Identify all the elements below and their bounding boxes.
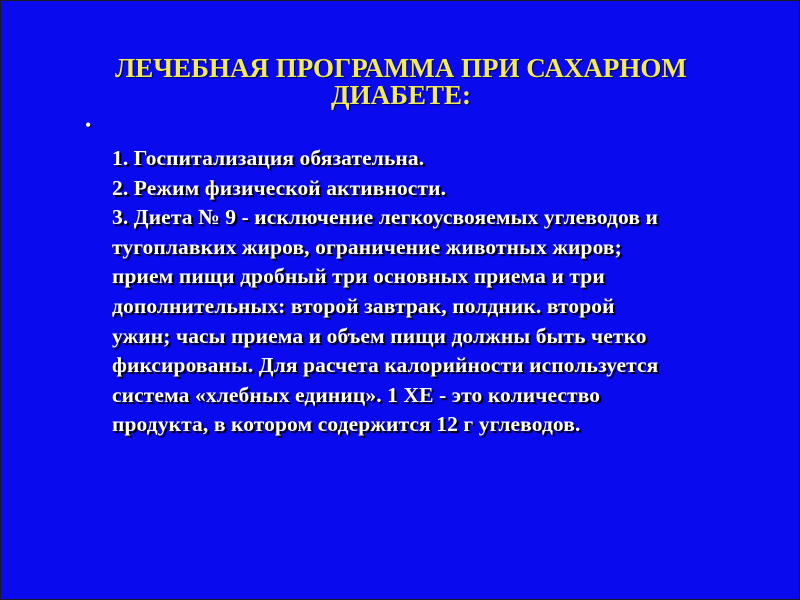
body-line: 3. Диета № 9 - исключение легкоусвояемых углеводов и: [112, 205, 659, 230]
body-line: 2. Режим физической активности.: [112, 175, 447, 200]
body-line: продукта, в котором содержится 12 г углеводов.: [112, 412, 581, 437]
bullet-marker: •: [85, 115, 92, 135]
body-line: прием пищи дробный три основных приема и три: [112, 264, 605, 289]
body-line: система «хлебных единиц». 1 ХЕ - это количество: [112, 382, 601, 407]
body-line: тугоплавких жиров, ограничение животных жиров;: [112, 234, 622, 259]
slide-body-text: [112, 144, 792, 440]
body-line: дополнительных: второй завтрак, полдник. второй: [112, 293, 615, 318]
slide-title-line: ДИАБЕТЕ:: [331, 80, 471, 110]
body-line: 1. Госпитализация обязательна.: [112, 146, 425, 170]
body-line: ужин; часы приема и объем пищи должны быть четко: [112, 323, 647, 348]
body-line: фиксированы. Для расчета калорийности используется: [112, 353, 659, 378]
slide-title: [61, 55, 741, 109]
slide-title-line: ЛЕЧЕБНАЯ ПРОГРАММА ПРИ САХАРНОМ: [115, 53, 687, 83]
